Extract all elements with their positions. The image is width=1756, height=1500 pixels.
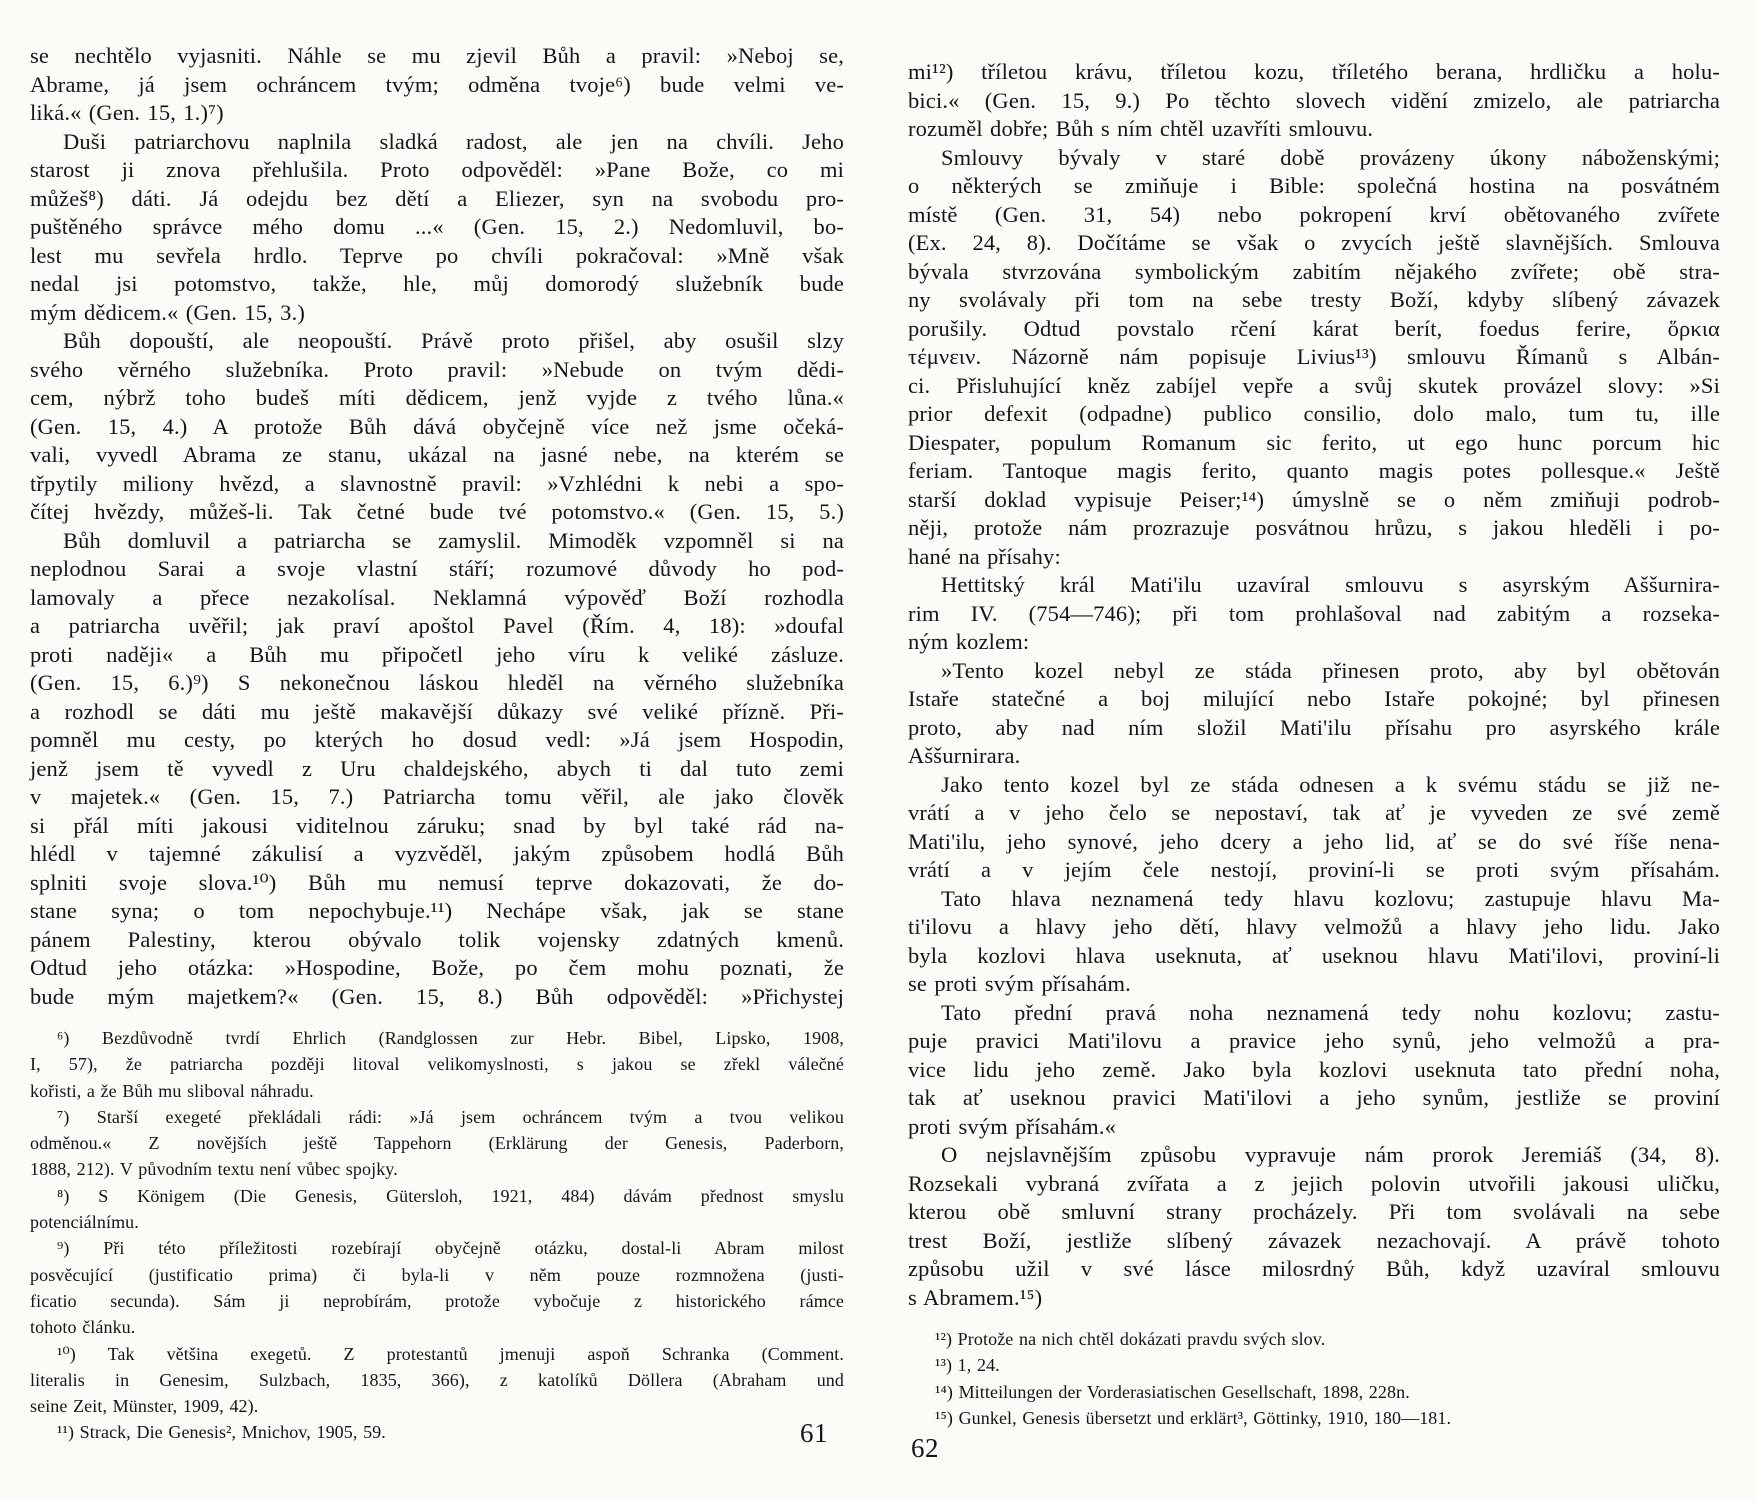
text-line: ¹⁰) Tak většina exegetů. Z protestantů jmenuji aspoň Schranka (Comment.: [57, 1343, 844, 1364]
text-line: a patriarcha uvěřil; jak praví apoštol Pavel (Řím. 4, 18): »doufal: [30, 613, 844, 638]
text-line: 1888, 212). V původním textu není vůbec spojky.: [30, 1159, 398, 1180]
right-page-footnotes: [908, 1326, 1720, 1431]
text-line: proti svým přísahám.«: [908, 1113, 1117, 1139]
text-line: rim IV. (754—746); při tom prohlašoval nad zabitým a rozseka-: [908, 600, 1720, 626]
text-line: čítej hvězdy, můžeš-li. Tak četné bude tvé potomstvo.« (Gen. 15, 5.): [30, 499, 844, 524]
right-book-page: [908, 58, 1720, 1431]
text-line: literalis in Genesim, Sulzbach, 1835, 366), z katolíků Döllera (Abraham und: [30, 1369, 844, 1390]
text-line: odměnou.« Z novějších ještě Tappehorn (Erklärung der Genesis, Paderborn,: [30, 1133, 844, 1154]
text-line: mým dědicem.« (Gen. 15, 3.): [30, 299, 305, 325]
text-line: mi¹²) tříletou krávu, tříletou kozu, tříletého berana, hrdličku a holu-: [908, 59, 1720, 84]
text-line: ¹⁴) Mitteilungen der Vorderasiatischen Gesellschaft, 1898, 228n.: [935, 1381, 1410, 1402]
text-line: posvěcující (justificatio prima) či byla-li v něm pouze rozmnožena (justi-: [30, 1264, 844, 1285]
text-line: I, 57), že patriarcha později litoval velikomyslnosti, s jakou se zřekl válečné: [30, 1054, 844, 1075]
text-line: svého věrného služebníka. Proto pravil: »Nebude on tvým dědi-: [30, 356, 844, 382]
text-line: Diespater, populum Romanum sic ferito, ut ego hunc porcum hic: [908, 429, 1720, 455]
text-line: Mati'ilu, jeho synové, jeho dcery a jeho lid, ať se do své říše nena-: [908, 828, 1720, 854]
text-line: puje pravici Mati'ilovu a pravice jeho synů, jeho velmožů a pra-: [908, 1028, 1720, 1053]
text-line: starší doklad vypisuje Peiser;¹⁴) úmyslně se o něm zmiňuji podrob-: [908, 486, 1720, 512]
text-line: Tato hlava neznamená tedy hlavu kozlovu; zastupuje hlavu Ma-: [941, 885, 1720, 911]
text-line: Bůh dopouští, ale neopouští. Právě proto přišel, aby osušil slzy: [63, 328, 844, 353]
text-line: vrátí a v jeho čelo se nepostaví, tak ať je vyveden ze své země: [908, 800, 1720, 825]
text-line: cem, nýbrž toho budeš míti dědicem, jenž vyjde z tvého lůna.«: [30, 385, 844, 410]
text-line: způsobu užil v své lásce milosrdný Bůh, když uzavíral smlouvu: [908, 1256, 1720, 1281]
text-line: proti naději« a Bůh mu připočetl jeho víru k veliké zásluze.: [30, 641, 844, 667]
text-line: vali, vyvedl Abrama ze stanu, ukázal na jasné nebe, na kterém se: [30, 442, 844, 467]
text-line: Istaře statečné a boj milující nebo Istaře pokojné; byl přinesen: [908, 686, 1720, 711]
text-line: ny svolávaly při tom na sebe tresty Boží, kdyby slíbený závazek: [908, 287, 1720, 312]
text-line: ti'ilovu a hlavy jeho dětí, hlavy velmožů a hlavy jeho lidu. Jako: [908, 914, 1720, 939]
text-line: si přál míti jakousi viditelnou záruku; snad by byl také rád na-: [30, 812, 844, 838]
text-line: liká.« (Gen. 15, 1.)⁷): [30, 100, 224, 125]
text-line: neplodnou Sarai a svoje vlastní stáří; rozumové důvody ho pod-: [30, 556, 844, 581]
text-line: Aššurnirara.: [908, 743, 1021, 768]
text-line: vice lidu jeho země. Jako byla kozlovi useknuta tato přední noha,: [908, 1056, 1720, 1082]
text-line: ¹¹) Strack, Die Genesis², Mnichov, 1905, 59.: [57, 1422, 386, 1443]
text-line: Hettitský král Mati'ilu uzavíral smlouvu s asyrským Aššurnira-: [941, 572, 1720, 597]
text-line: ¹²) Protože na nich chtěl dokázati pravdu svých slov.: [935, 1329, 1326, 1349]
text-line: splniti svoje slova.¹⁰) Bůh mu nemusí teprve dokazovati, že do-: [30, 869, 844, 895]
text-line: pomněl mu cesty, po kterých ho dosud vedl: »Já jsem Hospodin,: [30, 727, 844, 752]
text-line: Smlouvy bývaly v staré době provázeny úkony náboženskými;: [941, 144, 1720, 170]
text-line: trest Boží, jestliže slíbený závazek nezachovají. A právě tohoto: [908, 1227, 1720, 1253]
text-line: se proti svým přísahám.: [908, 971, 1131, 996]
text-line: prior defexit (odpadne) publico consilio, dolo malo, tum tu, ille: [908, 401, 1720, 426]
text-line: třpytily miliony hvězd, a slavnostně pravil: »Vzhlédni k nebi a spo-: [30, 470, 844, 496]
text-line: potenciálnímu.: [30, 1212, 139, 1233]
right-page-body-text: [908, 58, 1720, 1312]
text-line: bude mým majetkem?« (Gen. 15, 8.) Bůh odpověděl: »Přichystej: [30, 983, 844, 1009]
text-line: bici.« (Gen. 15, 9.) Po těchto slovech vidění zmizelo, ale patriarcha: [908, 87, 1720, 113]
text-line: Odtud jeho otázka: »Hospodine, Bože, po čem mohu poznati, že: [30, 955, 844, 980]
text-line: hané na přísahy:: [908, 543, 1061, 569]
text-line: kořisti, a že Bůh mu sliboval náhradu.: [30, 1080, 314, 1101]
text-line: vrátí a v jejím čele nestojí, proviní-li se proti svým přísahám.: [908, 857, 1720, 882]
text-line: byla kozlovi hlava useknuta, ať useknou hlavu Mati'ilovi, proviní-li: [908, 942, 1720, 968]
text-line: Bůh domluvil a patriarcha se zamyslil. Mimoděk vzpomněl si na: [63, 527, 844, 553]
text-line: (Ex. 24, 8). Dočítáme se však o zvycích ještě slavnějších. Smlouva: [908, 230, 1720, 255]
text-line: tohoto článku.: [30, 1317, 136, 1338]
text-line: se nechtělo vyjasniti. Náhle se mu zjevil Bůh a pravil: »Neboj se,: [30, 43, 844, 68]
text-line: hlédl v tajemné zákulisí a vyzvěděl, jakým způsobem hodlá Bůh: [30, 841, 844, 866]
text-line: »Tento kozel nebyl ze stáda přinesen proto, aby byl obětován: [941, 657, 1720, 683]
text-line: (Gen. 15, 4.) A protože Bůh dává obyčejně více než jsme očeká-: [30, 413, 844, 439]
text-line: (Gen. 15, 6.)⁹) S nekonečnou láskou hleděl na věrného služebníka: [30, 670, 844, 695]
text-line: jenž jsem tě vyvedl z Uru chaldejského, abych ti dal tuto zemi: [30, 755, 844, 781]
text-line: porušily. Odtud povstalo rčení kárat berít, foedus ferire, ὅρκια: [908, 315, 1720, 341]
text-line: bývala stvrzována symbolickým zabitím nějakého zvířete; obě stra-: [908, 258, 1720, 284]
text-line: puštěného správce mého domu ...« (Gen. 15, 2.) Nedomluvil, bo-: [30, 214, 844, 239]
text-line: seine Zeit, Münster, 1909, 42).: [30, 1396, 259, 1417]
text-line: ⁸) S Königem (Die Genesis, Gütersloh, 1921, 484) dávám přednost smyslu: [57, 1185, 844, 1206]
text-line: O nejslavnějším způsobu vypravuje nám prorok Jeremiáš (34, 8).: [941, 1142, 1720, 1167]
text-line: kterou obě smluvní strany procházely. Při tom svolávali na sebe: [908, 1199, 1720, 1224]
text-line: stane syna; o tom nepochybuje.¹¹) Nechápe však, jak se stane: [30, 898, 844, 923]
text-line: feriam. Tantoque magis ferito, quanto magis potes pollesque.« Ještě: [908, 458, 1720, 483]
text-line: o některých se zmiňuje i Bible: společná hostina na posvátném: [908, 173, 1720, 198]
text-line: můžeš⁸) dáti. Já odejdu bez dětí a Eliezer, syn na svobodu pro-: [30, 185, 844, 211]
text-line: ⁷) Starší exegeté překládali rádi: »Já jsem ochráncem tvým a tvou velikou: [57, 1106, 844, 1127]
text-line: ci. Přisluhující kněz zabíjel vepře a svůj skutek provázel slovy: »Si: [908, 372, 1720, 398]
text-line: starost ji znova přehlušila. Proto odpověděl: »Pane Bože, co mi: [30, 157, 844, 182]
left-page-number: 61: [800, 1418, 828, 1448]
text-line: proto, aby nad ním složil Mati'ilu přísahu pro asyrského krále: [908, 714, 1720, 740]
text-line: Tato přední pravá noha neznamená tedy nohu kozlovu; zastu-: [941, 999, 1720, 1025]
text-line: pánem Palestiny, kterou obývalo tolik vojensky zdatných kmenů.: [30, 926, 844, 952]
text-line: rozuměl dobře; Bůh s ním chtěl uzavříti smlouvu.: [908, 116, 1374, 141]
text-line: lamovaly a přece nezakolísal. Neklamná výpověď Boží rozhodla: [30, 584, 844, 610]
text-line: místě (Gen. 31, 54) nebo pokropení krví obětovaného zvířete: [908, 201, 1720, 227]
left-book-page: [30, 42, 844, 1446]
right-page-number: 62: [911, 1433, 939, 1463]
text-line: něji, protože nám prozrazuje posvátnou hrůzu, s jakou hleděli i po-: [908, 515, 1720, 540]
left-page-body-text: [30, 42, 844, 1011]
text-line: Abrame, já jsem ochráncem tvým; odměna tvoje⁶) bude velmi ve-: [30, 71, 844, 97]
text-line: s Abramem.¹⁵): [908, 1284, 1043, 1310]
text-line: ⁹) Při této příležitosti rozebírají obyčejně otázku, dostal-li Abram milost: [57, 1238, 844, 1259]
text-line: nedal jsi potomstvo, takže, hle, můj domorodý služebník bude: [30, 271, 844, 296]
left-page-footnotes: [30, 1025, 844, 1446]
text-line: Jako tento kozel byl ze stáda odnesen a k svému stádu se již ne-: [941, 771, 1720, 797]
text-line: ⁶) Bezdůvodně tvrdí Ehrlich (Randglossen zur Hebr. Bibel, Lipsko, 1908,: [57, 1028, 844, 1048]
text-line: ¹³) 1, 24.: [935, 1355, 1000, 1376]
text-line: v majetek.« (Gen. 15, 7.) Patriarcha tomu věřil, ale jako člověk: [30, 784, 844, 809]
text-line: Rozsekali vybraná zvířata a z jejich polovin utvořili jakousi uličku,: [908, 1170, 1720, 1196]
text-line: lest mu sevřela hrdlo. Teprve po chvíli pokračoval: »Mně však: [30, 242, 844, 268]
text-line: ným kozlem:: [908, 629, 1030, 654]
text-line: ¹⁵) Gunkel, Genesis übersetzt und erklärt³, Göttinky, 1910, 180—181.: [935, 1407, 1452, 1428]
text-line: τέμνειν. Názorně nám popisuje Livius¹³) smlouvu Římanů s Albán-: [908, 344, 1720, 369]
text-line: Duši patriarchovu naplnila sladká radost, ale jen na chvíli. Jeho: [63, 128, 844, 154]
text-line: a rozhodl se dáti mu ještě makavější důkazy své veliké přízně. Při-: [30, 698, 844, 724]
text-line: tak ať useknou pravici Mati'ilovi a jeho synům, jestliže se proviní: [908, 1085, 1720, 1110]
text-line: ficatio secunda). Sám ji neprobírám, protože vybočuje z historického rámce: [30, 1290, 844, 1311]
